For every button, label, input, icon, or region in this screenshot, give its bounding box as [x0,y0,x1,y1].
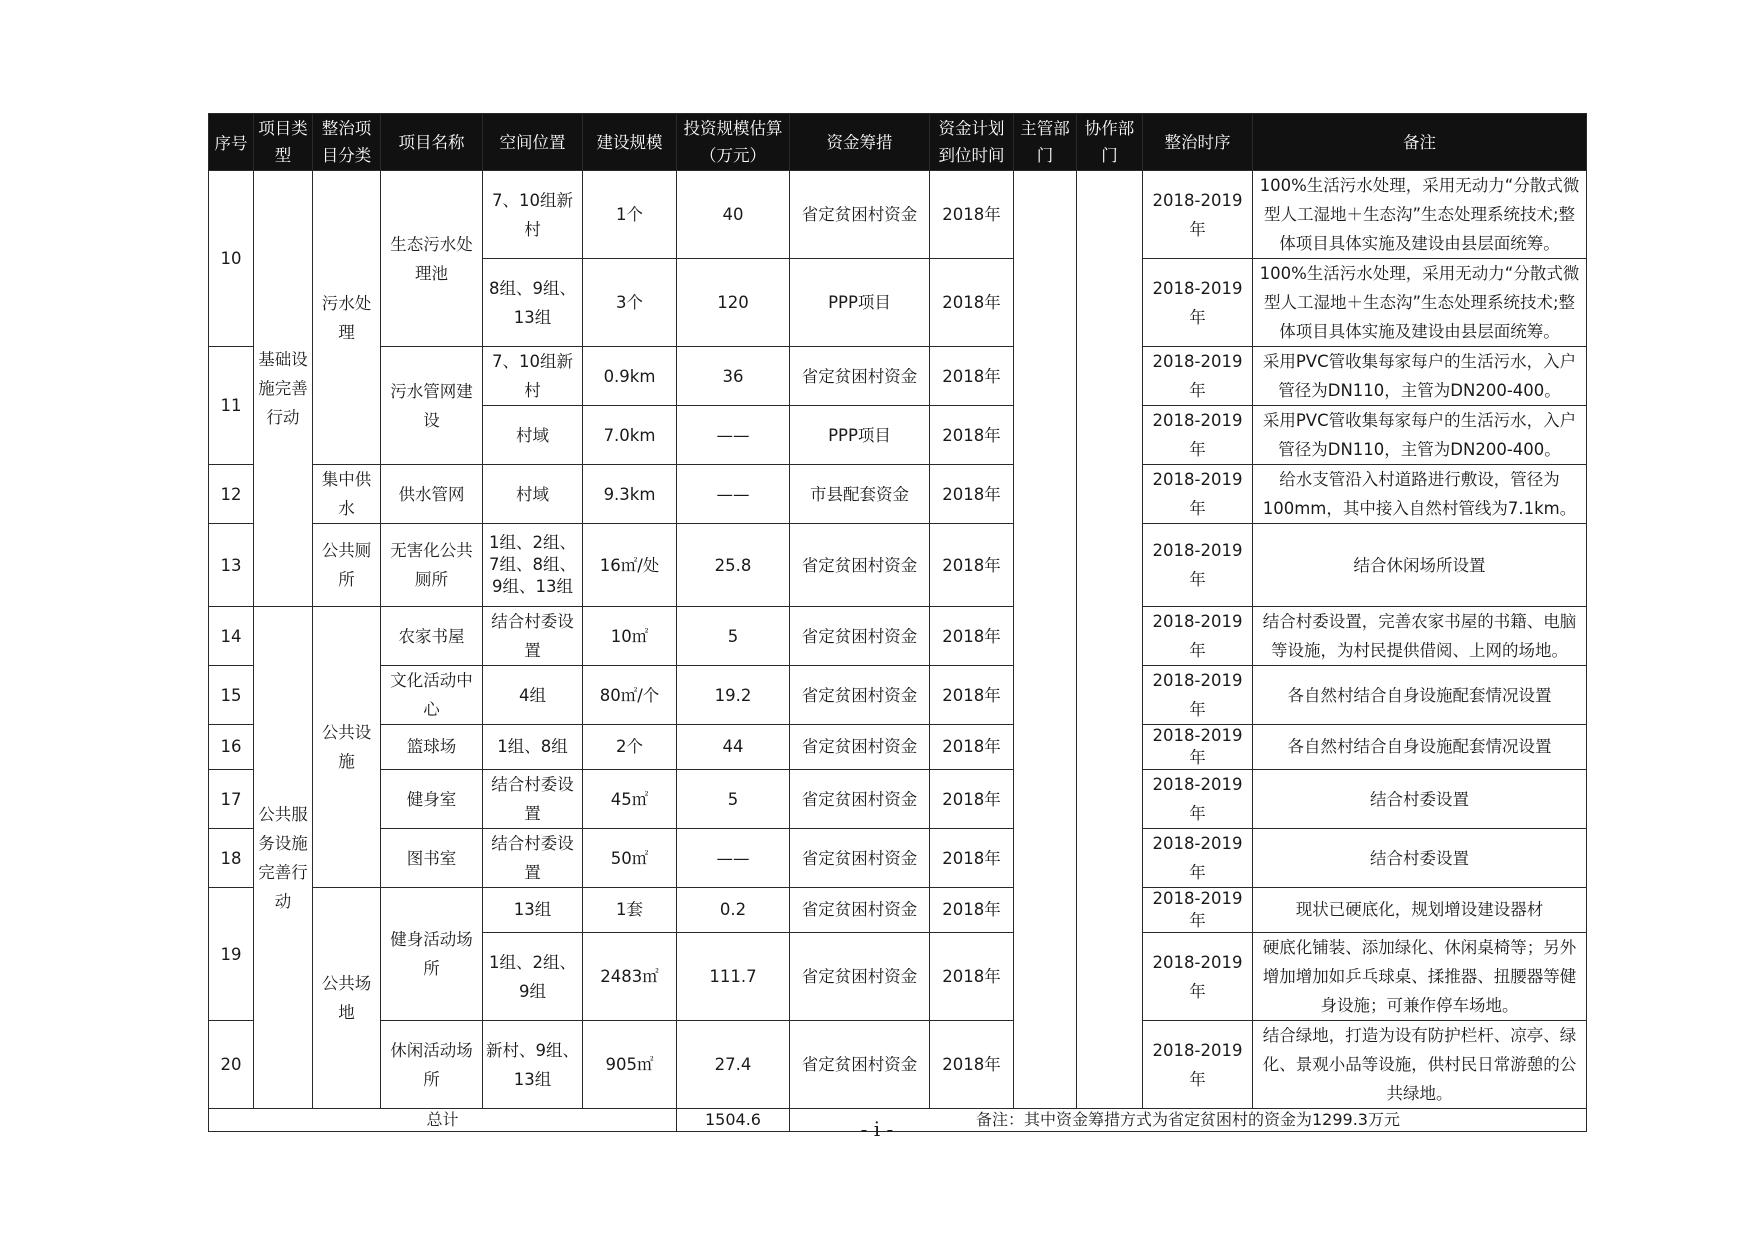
cell-fund: PPP项目 [790,406,930,465]
header-category: 整治项目分类 [313,114,381,171]
cell-remark: 结合村委设置 [1253,829,1587,888]
cell-schedule: 2018-2019年 [1143,725,1253,770]
cell-invest: 5 [677,770,790,829]
cell-fund: 省定贫困村资金 [790,524,930,607]
cell-schedule: 2018-2019年 [1143,666,1253,725]
table-row [209,829,1587,888]
cell-schedule: 2018-2019年 [1143,259,1253,347]
table-row [209,171,1587,259]
cell-schedule: 2018-2019年 [1143,347,1253,406]
cell-scale: 80㎡/个 [583,666,677,725]
cell-fund-time: 2018年 [930,406,1014,465]
cell-fund-time: 2018年 [930,465,1014,524]
cell-location: 7、10组新村 [483,171,583,259]
cell-scale: 45㎡ [583,770,677,829]
cell-invest: 36 [677,347,790,406]
cell-fund: 省定贫困村资金 [790,829,930,888]
cell-scale: 7.0km [583,406,677,465]
cell-remark: 各自然村结合自身设施配套情况设置 [1253,666,1587,725]
page-number: - i - [860,1117,894,1141]
cell-location: 4组 [483,666,583,725]
cell-remark: 采用PVC管收集每家每户的生活污水，入户管径为DN110，主管为DN200-400。 [1253,406,1587,465]
cell-scale: 1套 [583,888,677,933]
cell-name: 无害化公共厕所 [381,524,483,607]
cell-location: 新村、9组、13组 [483,1021,583,1109]
table-row [209,666,1587,725]
header-schedule: 整治时序 [1143,114,1253,171]
cell-remark: 采用PVC管收集每家每户的生活污水，入户管径为DN110，主管为DN200-400。 [1253,347,1587,406]
cell-name: 健身活动场所 [381,888,483,1021]
cell-scale: 50㎡ [583,829,677,888]
cell-fund-time: 2018年 [930,829,1014,888]
cell-scale: 9.3km [583,465,677,524]
cell-schedule: 2018-2019年 [1143,933,1253,1021]
cell-remark: 100%生活污水处理，采用无动力“分散式微型人工湿地＋生态沟”生态处理系统技术;整体项目具体实施及建设由县层面统筹。 [1253,259,1587,347]
cell-location: 1组、2组、7组、8组、9组、13组 [483,524,583,607]
cell-schedule: 2018-2019年 [1143,1021,1253,1109]
cell-name: 污水管网建设 [381,347,483,465]
cell-invest: 0.2 [677,888,790,933]
cell-schedule: 2018-2019年 [1143,524,1253,607]
cell-seq: 19 [209,888,254,1021]
cell-category: 污水处理 [313,171,381,465]
cell-remark: 结合村委设置，完善农家书屋的书籍、电脑等设施，为村民提供借阅、上网的场地。 [1253,607,1587,666]
cell-fund: 省定贫困村资金 [790,607,930,666]
cell-fund-time: 2018年 [930,725,1014,770]
cell-invest: —— [677,406,790,465]
cell-name: 生态污水处理池 [381,171,483,347]
header-fund-time: 资金计划到位时间 [930,114,1014,171]
cell-name: 健身室 [381,770,483,829]
cell-location: 村域 [483,465,583,524]
table-row [209,347,1587,406]
cell-fund: 省定贫困村资金 [790,933,930,1021]
project-table [208,113,1587,1132]
cell-seq: 10 [209,171,254,347]
cell-fund: PPP项目 [790,259,930,347]
cell-scale: 3个 [583,259,677,347]
cell-fund: 省定贫困村资金 [790,1021,930,1109]
cell-fund: 省定贫困村资金 [790,666,930,725]
cell-dept-main [1014,171,1077,1109]
cell-location: 7、10组新村 [483,347,583,406]
cell-fund-time: 2018年 [930,933,1014,1021]
header-fund: 资金筹措 [790,114,930,171]
cell-invest: —— [677,829,790,888]
table-row [209,465,1587,524]
cell-invest: 120 [677,259,790,347]
cell-invest: 44 [677,725,790,770]
cell-fund-time: 2018年 [930,524,1014,607]
cell-fund: 省定贫困村资金 [790,725,930,770]
cell-location: 8组、9组、13组 [483,259,583,347]
table-row [209,1021,1587,1109]
cell-fund: 省定贫困村资金 [790,888,930,933]
cell-seq: 15 [209,666,254,725]
cell-location: 村域 [483,406,583,465]
cell-remark: 各自然村结合自身设施配套情况设置 [1253,725,1587,770]
cell-name: 农家书屋 [381,607,483,666]
cell-invest: 40 [677,171,790,259]
cell-category: 公共厕所 [313,524,381,607]
cell-fund-time: 2018年 [930,259,1014,347]
cell-fund-time: 2018年 [930,770,1014,829]
cell-fund: 省定贫困村资金 [790,770,930,829]
cell-schedule: 2018-2019年 [1143,465,1253,524]
cell-remark: 结合休闲场所设置 [1253,524,1587,607]
table-row [209,725,1587,770]
cell-seq: 16 [209,725,254,770]
cell-schedule: 2018-2019年 [1143,770,1253,829]
cell-remark: 现状已硬底化，规划增设建设器材 [1253,888,1587,933]
cell-scale: 1个 [583,171,677,259]
cell-fund-time: 2018年 [930,607,1014,666]
cell-invest: 25.8 [677,524,790,607]
table-row [209,607,1587,666]
cell-fund: 市县配套资金 [790,465,930,524]
cell-dept-assist [1077,171,1143,1109]
cell-fund: 省定贫困村资金 [790,171,930,259]
cell-seq: 11 [209,347,254,465]
total-value: 1504.6 [677,1109,790,1132]
cell-location: 结合村委设置 [483,607,583,666]
table-header-row [209,114,1587,171]
cell-scale: 905㎡ [583,1021,677,1109]
cell-scale: 2483㎡ [583,933,677,1021]
cell-invest: —— [677,465,790,524]
cell-remark: 硬底化铺装、添加绿化、休闲桌椅等；另外增加增加如乒乓球桌、揉推器、扭腰器等健身设施；可兼作停车场地。 [1253,933,1587,1021]
cell-name: 供水管网 [381,465,483,524]
cell-type: 基础设施完善行动 [254,171,313,607]
cell-location: 1组、2组、9组 [483,933,583,1021]
cell-seq: 12 [209,465,254,524]
cell-type: 公共服务设施完善行动 [254,607,313,1109]
cell-location: 13组 [483,888,583,933]
cell-scale: 0.9km [583,347,677,406]
cell-fund-time: 2018年 [930,888,1014,933]
cell-seq: 17 [209,770,254,829]
header-type: 项目类型 [254,114,313,171]
cell-remark: 给水支管沿入村道路进行敷设，管径为100mm，其中接入自然村管线为7.1km。 [1253,465,1587,524]
header-scale: 建设规模 [583,114,677,171]
cell-invest: 111.7 [677,933,790,1021]
cell-remark: 结合绿地，打造为设有防护栏杆、凉亭、绿化、景观小品等设施，供村民日常游憩的公共绿地。 [1253,1021,1587,1109]
cell-location: 1组、8组 [483,725,583,770]
cell-fund-time: 2018年 [930,171,1014,259]
header-dept-assist: 协作部门 [1077,114,1143,171]
header-name: 项目名称 [381,114,483,171]
cell-category: 公共设施 [313,607,381,888]
cell-schedule: 2018-2019年 [1143,829,1253,888]
cell-category: 集中供水 [313,465,381,524]
total-note: 备注：其中资金筹措方式为省定贫困村的资金为1299.3万元 [790,1109,1587,1132]
table-row [209,770,1587,829]
table-row [209,888,1587,933]
cell-name: 篮球场 [381,725,483,770]
cell-name: 图书室 [381,829,483,888]
cell-location: 结合村委设置 [483,770,583,829]
header-seq: 序号 [209,114,254,171]
header-remark: 备注 [1253,114,1587,171]
cell-scale: 2个 [583,725,677,770]
cell-invest: 5 [677,607,790,666]
cell-invest: 27.4 [677,1021,790,1109]
total-label: 总计 [209,1109,677,1132]
cell-scale: 10㎡ [583,607,677,666]
cell-remark: 结合村委设置 [1253,770,1587,829]
cell-schedule: 2018-2019年 [1143,171,1253,259]
cell-schedule: 2018-2019年 [1143,888,1253,933]
header-dept-main: 主管部门 [1014,114,1077,171]
cell-category: 公共场地 [313,888,381,1109]
cell-fund-time: 2018年 [930,1021,1014,1109]
cell-name: 休闲活动场所 [381,1021,483,1109]
cell-seq: 20 [209,1021,254,1109]
cell-fund-time: 2018年 [930,666,1014,725]
cell-invest: 19.2 [677,666,790,725]
header-invest: 投资规模估算（万元） [677,114,790,171]
cell-schedule: 2018-2019年 [1143,607,1253,666]
header-location: 空间位置 [483,114,583,171]
table-row [209,524,1587,607]
cell-location: 结合村委设置 [483,829,583,888]
cell-schedule: 2018-2019年 [1143,406,1253,465]
cell-name: 文化活动中心 [381,666,483,725]
cell-seq: 13 [209,524,254,607]
cell-remark: 100%生活污水处理，采用无动力“分散式微型人工湿地＋生态沟”生态处理系统技术;整体项目具体实施及建设由县层面统筹。 [1253,171,1587,259]
cell-seq: 14 [209,607,254,666]
cell-fund: 省定贫困村资金 [790,347,930,406]
cell-seq: 18 [209,829,254,888]
cell-fund-time: 2018年 [930,347,1014,406]
cell-scale: 16㎡/处 [583,524,677,607]
